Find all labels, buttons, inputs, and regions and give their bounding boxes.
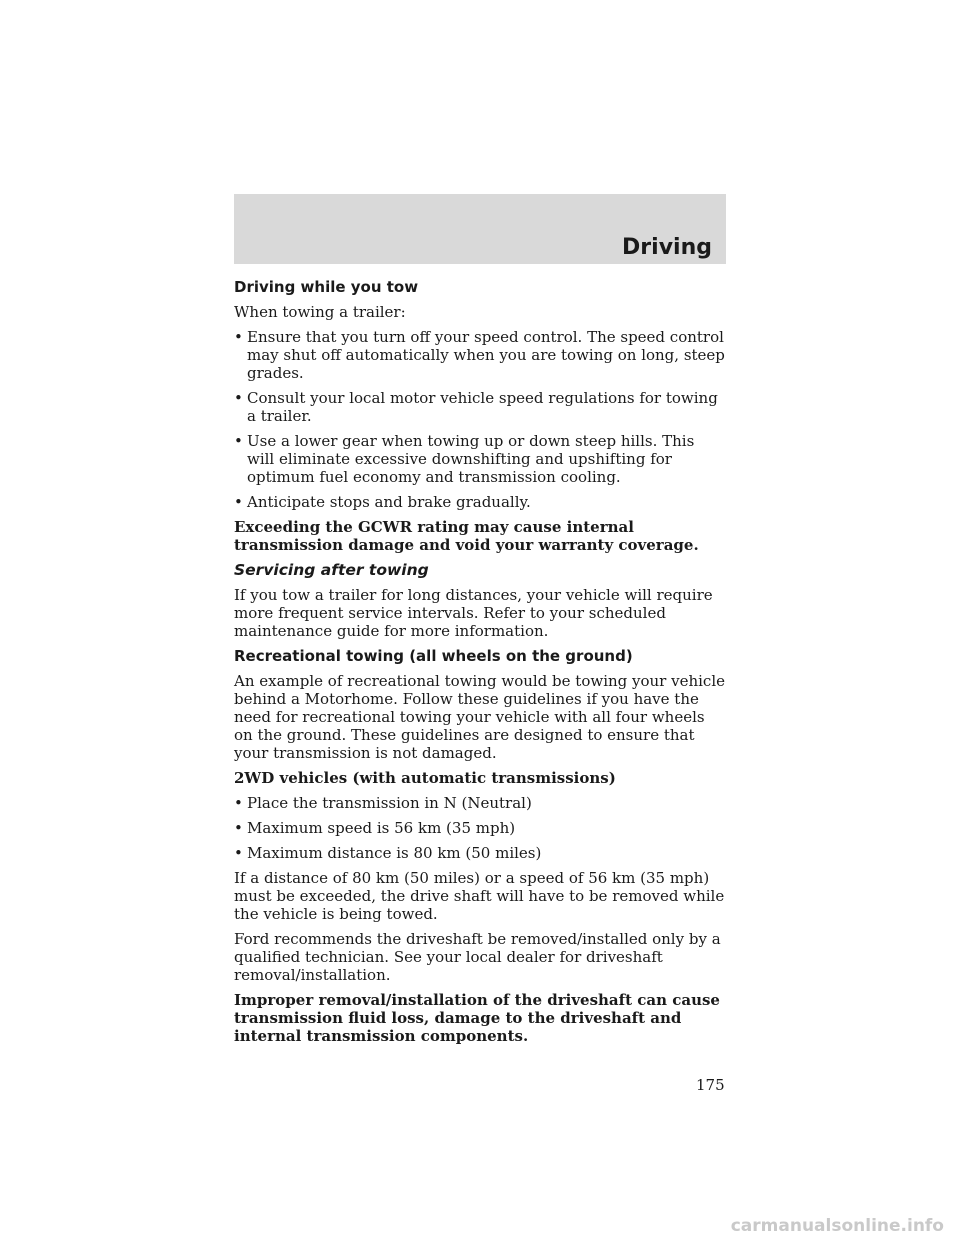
- list-item: • Anticipate stops and brake gradually.: [234, 493, 531, 511]
- bullet-icon: •: [234, 432, 243, 450]
- heading-recreational-towing: Recreational towing (all wheels on the ground): [234, 647, 633, 665]
- towing-intro: When towing a trailer:: [234, 303, 406, 321]
- list-item: • Place the transmission in N (Neutral): [234, 794, 532, 812]
- list-item: • Maximum distance is 80 km (50 miles): [234, 844, 542, 862]
- driveshaft-warning: Improper removal/installation of the driveshaft can cause transmission fluid loss, damage to the driveshaft and internal transmission components.: [234, 991, 720, 1045]
- subheading-2wd: 2WD vehicles (with automatic transmissions): [234, 769, 616, 787]
- list-item: • Maximum speed is 56 km (35 mph): [234, 819, 516, 837]
- servicing-body: If you tow a trailer for long distances, your vehicle will require more frequent service intervals. Refer to your scheduled maintenance guide for more information.: [234, 586, 713, 640]
- ford-note: Ford recommends the driveshaft be removed/installed only by a qualified technician. See your local dealer for driveshaft removal/installation.: [234, 930, 721, 984]
- bullet-icon: •: [234, 389, 243, 407]
- gcwr-warning: Exceeding the GCWR rating may cause internal transmission damage and void your warranty coverage.: [234, 518, 699, 554]
- section-header-band: [234, 194, 726, 264]
- list-item: • Use a lower gear when towing up or down steep hills. This will eliminate excessive downshifting and upshifting for optimum fuel economy and transmission cooling.: [234, 432, 695, 486]
- bullet-icon: •: [234, 844, 243, 862]
- bullet-icon: •: [234, 819, 243, 837]
- list-item: • Ensure that you turn off your speed control. The speed control may shut off automatically when you are towing on long, steep grades.: [234, 328, 725, 382]
- page-number: 175: [696, 1076, 725, 1094]
- 2wd-bullet-list: [234, 794, 726, 862]
- section-title: Driving: [622, 235, 712, 260]
- list-item: • Consult your local motor vehicle speed regulations for towing a trailer.: [234, 389, 718, 425]
- bullet-icon: •: [234, 493, 243, 511]
- bullet-icon: •: [234, 794, 243, 812]
- page-content: [234, 278, 726, 1052]
- recreational-body: An example of recreational towing would be towing your vehicle behind a Motorhome. Follow these guidelines if you have the need for recreational towing your vehicle with all four wheels on the ground. These guidelines are designed to ensure that your transmission is not damaged.: [234, 672, 726, 762]
- heading-driving-while-you-tow: Driving while you tow: [234, 278, 419, 296]
- heading-servicing-after-towing: Servicing after towing: [234, 561, 429, 579]
- exceed-note: If a distance of 80 km (50 miles) or a speed of 56 km (35 mph) must be exceeded, the drive shaft will have to be removed while the vehicle is being towed.: [234, 869, 725, 923]
- towing-bullet-list: [234, 328, 726, 511]
- watermark: carmanualsonline.info: [730, 1216, 944, 1236]
- bullet-icon: •: [234, 328, 243, 346]
